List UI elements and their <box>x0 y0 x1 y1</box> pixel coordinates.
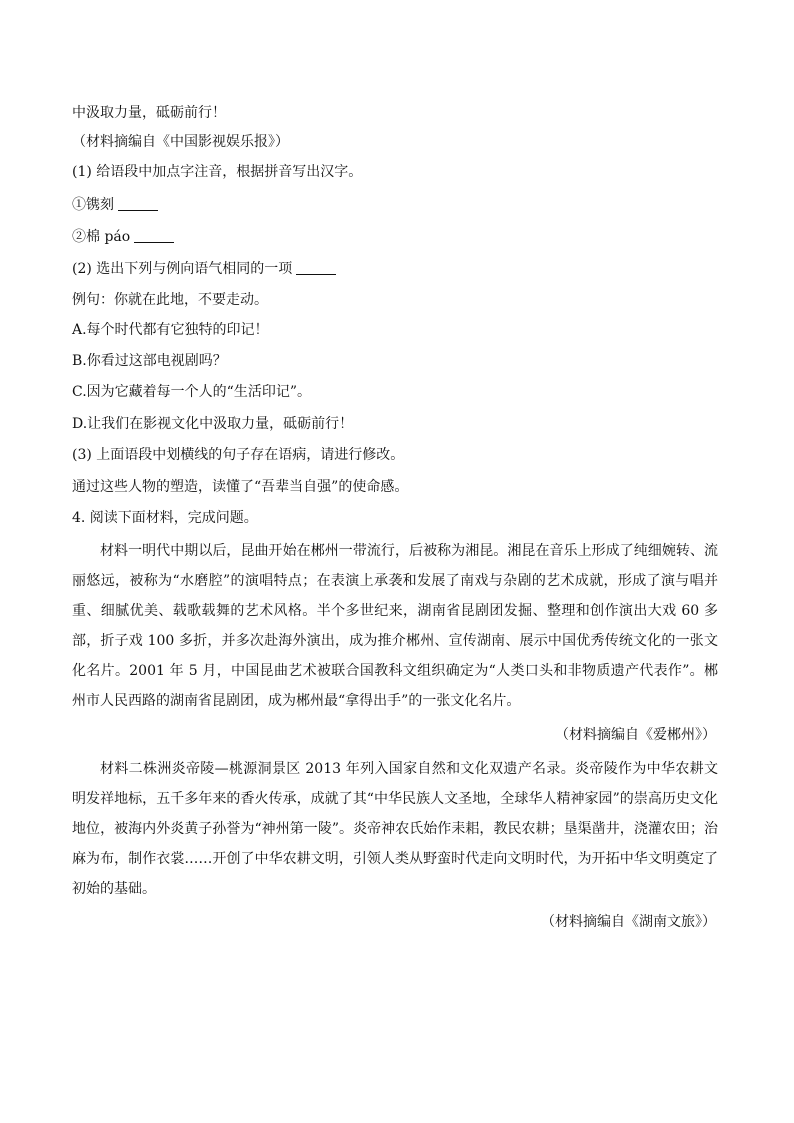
option-a: A.每个时代都有它独特的印记！ <box>72 322 269 338</box>
option-d: D.让我们在影视文化中汲取力量，砥砺前行！ <box>72 416 354 432</box>
option-b: B.你看过这部电视剧吗？ <box>72 353 227 369</box>
answer-blank <box>296 260 336 275</box>
material-1-source: （材料摘编自《爱郴州》） <box>555 727 716 743</box>
item-text: ②棉 páo <box>72 229 131 245</box>
question-4: 4. 阅读下面材料，完成问题。 <box>72 510 258 526</box>
text-line: 中汲取力量，砥砺前行！ <box>72 105 226 121</box>
question-1-item-2 <box>72 227 174 247</box>
source-citation: （材料摘编自《中国影视娱乐报》） <box>72 134 289 150</box>
material-2-text: 材料二株洲炎帝陵—桃源洞景区 2013 年列入国家自然和文化双遗产名录。炎帝陵作为中华农耕文明发祥地标，五千多年来的香火传承，成就了其“中华民族人文圣地，全球华人精神家园”的崇高历史文化地位，被海内外炎黄子孙誉为“神州第一陵”。炎帝神农氏始作耒耜，教民农耕；垦渠凿井，浇灌农田；治麻为布，制作衣裳……开创了中华农耕文明，引领人类从野蛮时代走向文明时代，为开拓中华文明奠定了初始的基础。 <box>72 761 718 897</box>
question-1-item-1 <box>72 195 158 215</box>
sentence-to-revise: 通过这些人物的塑造，读懂了“吾辈当自强”的使命感。 <box>72 479 409 495</box>
item-text: (2) 选出下列与例向语气相同的一项 <box>72 261 293 277</box>
question-2 <box>72 259 336 279</box>
material-2-source: （材料摘编自《湖南文旅》） <box>541 914 716 930</box>
answer-blank <box>134 228 174 243</box>
option-c: C.因为它藏着每一个人的“生活印记”。 <box>72 384 311 400</box>
example-sentence: 例句：你就在此地，不要走动。 <box>72 292 268 308</box>
question-3: (3) 上面语段中划横线的句子存在语病，请进行修改。 <box>72 447 405 463</box>
material-1-text: 材料一明代中期以后，昆曲开始在郴州一带流行，后被称为湘昆。湘昆在音乐上形成了纯细婉转、流丽悠远，被称为“水磨腔”的演唱特点；在表演上承袭和发展了南戏与杂剧的艺术成就，形成了演与唱并重、细腻优美、载歌载舞的艺术风格。半个多世纪来，湖南省昆剧团发掘、整理和创作演出大戏 60 多部，折子戏 100 多折，并多次赴海外演出，成为推介郴州、宣传湖南、展示中国优秀传统文化的一张文化名片。2001 年 5 月，中国昆曲艺术被联合国教科文组织确定为“人类口头和非物质遗产代表作”。郴州市人民西路的湖南省昆剧团，成为郴州最“拿得出手”的一张文化名片。 <box>72 543 718 709</box>
question-1: (1) 给语段中加点字注音，根据拼音写出汉字。 <box>72 164 363 180</box>
item-text: ①镌刻 <box>72 197 114 213</box>
answer-blank <box>118 196 158 211</box>
